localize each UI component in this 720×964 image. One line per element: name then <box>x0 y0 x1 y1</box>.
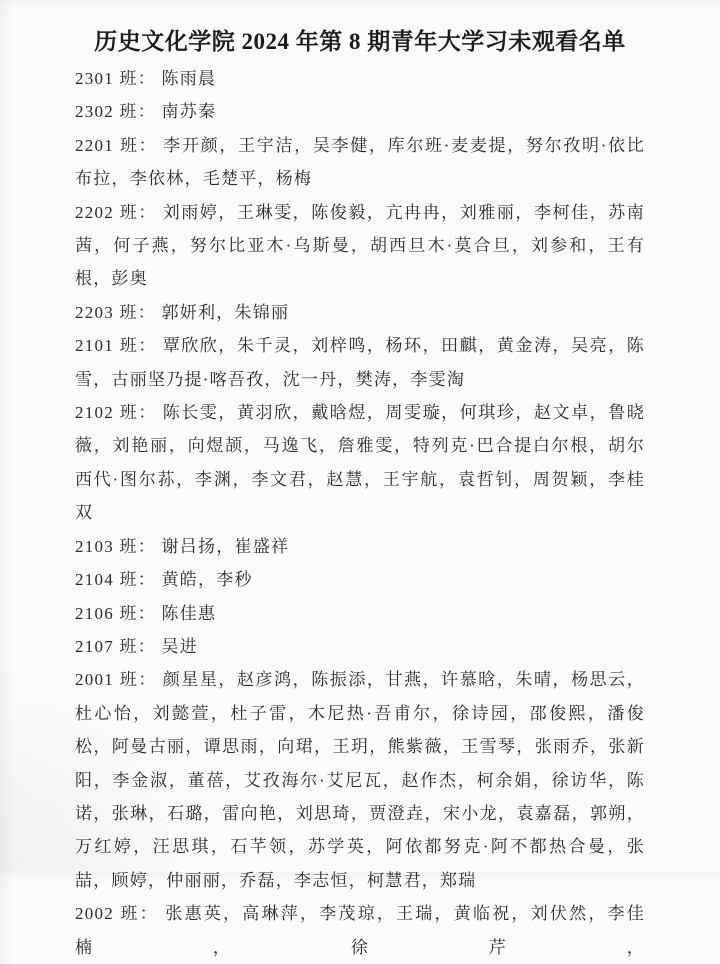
class-entry <box>75 530 645 563</box>
class-entry <box>75 897 645 964</box>
class-entry <box>75 597 645 630</box>
names-text: 吴进 <box>161 636 198 656</box>
names-text: 颜星星，赵彦鸿，陈振添，甘燕，许慕晗，朱晴，杨思云，杜心怡，刘懿萱，杜子雷，木尼热·吾甫尔，徐诗园，邵俊熙，潘俊松，阿曼古丽，谭思雨，向珺，王玥，熊紫薇，王雪琴，张雨乔，张新阳，李金淑，董蓓，艾孜海尔·艾尼瓦，赵作杰，柯余娟，徐访华，陈诺，张琳，石璐，雷向艳，刘思琦，贾澄垚，宋小龙，袁嘉磊，郭朔，万红婷，汪思琪，石芊领，苏学英，阿依都努克·阿不都热合曼，张喆，顾婷，仲丽丽，乔磊，李志恒，柯慧君，郑瑞 <box>75 670 646 890</box>
class-label: 2002 班： <box>75 904 166 924</box>
class-label: 2001 班： <box>75 670 163 690</box>
names-text: 陈雨晨 <box>161 69 217 88</box>
class-label: 2201 班： <box>75 135 164 155</box>
class-label: 2103 班： <box>75 536 162 556</box>
class-label: 2203 班： <box>75 302 162 322</box>
names-text: 刘雨婷，王琳雯，陈俊毅，亢冉冉，刘雅丽，李柯佳，苏南茜，何子燕，努尔比亚木·乌斯曼，胡西旦木·莫合旦，刘参和，王有根，彭奥 <box>75 202 646 289</box>
class-label: 2302 班： <box>75 102 162 122</box>
class-entry <box>75 663 645 897</box>
class-label: 2106 班： <box>75 603 162 623</box>
class-entry <box>75 196 645 296</box>
names-text: 黄皓，李秒 <box>161 570 253 590</box>
class-entry <box>75 563 645 596</box>
class-label: 2104 班： <box>75 570 162 590</box>
names-text: 陈佳惠 <box>161 603 217 623</box>
names-text: 陈长雯，黄羽欣，戴晗煜，周雯璇，何琪珍，赵文卓，鲁晓薇，刘艳丽，向煜颉，马逸飞，詹雅雯，特列克·巴合提白尔根，胡尔西代·图尔荪，李渊，李文君，赵慧，王宇航，袁哲钊，周贺颖，李桂双 <box>75 403 646 523</box>
class-entry <box>75 329 645 396</box>
class-entry <box>75 296 645 329</box>
class-label: 2301 班： <box>75 69 162 88</box>
class-entry <box>75 129 645 196</box>
class-label: 2202 班： <box>75 202 163 222</box>
class-entry <box>75 62 645 95</box>
page-title: 历史文化学院 2024 年第 8 期青年大学习未观看名单 <box>94 29 626 54</box>
class-label: 2102 班： <box>75 403 163 423</box>
names-text: 覃欣欣，朱千灵，刘梓鸣，杨环，田麒，黄金涛，吴亮，陈雪，古丽坚乃提·喀吾孜，沈一丹，樊涛，李雯淘 <box>75 336 646 389</box>
class-entry <box>75 396 645 530</box>
class-entry <box>75 95 645 128</box>
class-list <box>75 62 645 964</box>
names-text: 张惠英，高琳萍，李茂琼，王瑞，黄临祝，刘伏然，李佳楠，徐芹， <box>75 904 646 957</box>
names-text: 谢吕扬，崔盛祥 <box>161 536 290 556</box>
names-text: 郭妍利，朱锦丽 <box>161 302 290 322</box>
names-text: 南苏秦 <box>161 102 217 122</box>
class-label: 2107 班： <box>75 636 162 656</box>
names-text: 李开颜，王宇洁，吴李健，库尔班·麦麦提，努尔孜明·依比布拉，李依林，毛楚平，杨梅 <box>75 135 646 189</box>
class-label: 2101 班： <box>75 336 163 356</box>
class-entry <box>75 630 645 663</box>
